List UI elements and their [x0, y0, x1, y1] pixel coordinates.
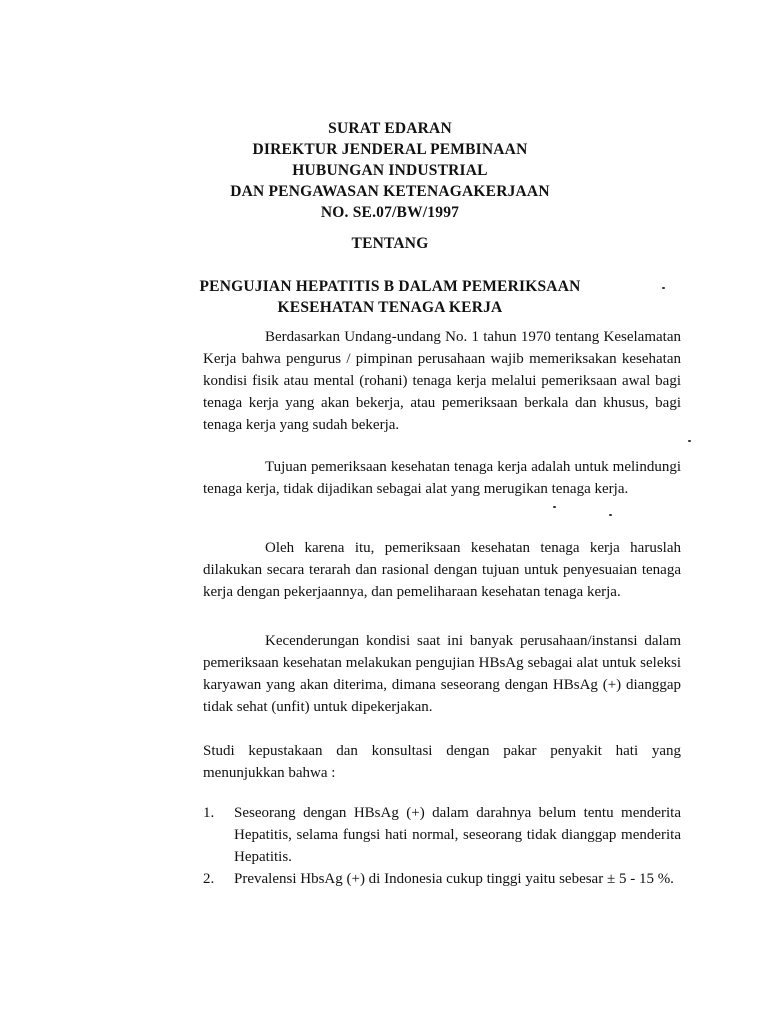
- header-tentang: TENTANG: [351, 235, 429, 252]
- paragraph-legal-basis: [203, 326, 681, 436]
- header-issuer-line-1: DIREKTUR JENDERAL PEMBINAAN: [252, 141, 528, 158]
- header-number: NO. SE.07/BW/1997: [320, 204, 460, 221]
- paragraph-study-intro: Studi kepustakaan dan konsultasi dengan pakar penyakit hati yang menunjukkan bahwa :: [203, 743, 681, 781]
- scan-speck: [609, 514, 612, 516]
- list-item-number: 2.: [203, 871, 215, 887]
- header-issuer-line-3: DAN PENGAWASAN KETENAGAKERJAAN: [230, 183, 550, 200]
- header-title: SURAT EDARAN: [328, 120, 452, 137]
- findings-list: [203, 802, 681, 890]
- list-item-number: 1.: [203, 805, 215, 821]
- list-item: [203, 802, 681, 868]
- paragraph-therefore: [203, 537, 681, 603]
- list-item: [203, 868, 681, 890]
- list-item-text: Seseorang dengan HBsAg (+) dalam darahnya belum tentu menderita Hepatitis, selama fungsi hati normal, seseorang tidak dianggap menderita Hepatitis.: [234, 805, 681, 865]
- scan-speck: [553, 506, 556, 508]
- paragraph-purpose-text: Tujuan pemeriksaan kesehatan tenaga kerja adalah untuk melindungi tenaga kerja, tidak dijadikan sebagai alat yang merugikan tenaga kerja.: [203, 459, 681, 497]
- subject-line-1: PENGUJIAN HEPATITIS B DALAM PEMERIKSAAN: [199, 278, 581, 295]
- scan-speck: [662, 287, 665, 289]
- document-header: [200, 118, 580, 223]
- subject-line-2: KESEHATAN TENAGA KERJA: [277, 299, 503, 316]
- paragraph-trend: [203, 630, 681, 718]
- document-subject: [190, 276, 590, 318]
- paragraph-purpose: [203, 456, 681, 500]
- scan-speck: [688, 440, 691, 442]
- paragraph-therefore-text: Oleh karena itu, pemeriksaan kesehatan tenaga kerja haruslah dilakukan secara terarah dan rasional dengan tujuan untuk penyesuaian tenaga kerja dengan pekerjaannya, dan pemeliharaan kesehatan tenaga kerja.: [203, 540, 681, 600]
- paragraph-trend-text: Kecenderungan kondisi saat ini banyak perusahaan/instansi dalam pemeriksaan kesehatan melakukan pengujian HBsAg sebagai alat untuk seleksi karyawan yang akan diterima, dimana seseorang dengan HBsAg (+) dianggap tidak sehat (unfit) untuk dipekerjakan.: [203, 633, 681, 715]
- list-item-text: Prevalensi HbsAg (+) di Indonesia cukup tinggi yaitu sebesar ± 5 - 15 %.: [234, 871, 674, 887]
- paragraph-legal-basis-text: Berdasarkan Undang-undang No. 1 tahun 1970 tentang Keselamatan Kerja bahwa pengurus / pimpinan perusahaan wajib memeriksakan kesehatan kondisi fisik atau mental (rohani) tenaga kerja melalui pemeriksaan awal bagi tenaga kerja yang akan bekerja, atau pemeriksaan berkala dan khusus, bagi tenaga kerja yang sudah bekerja.: [203, 329, 681, 433]
- header-issuer-line-2: HUBUNGAN INDUSTRIAL: [292, 162, 488, 179]
